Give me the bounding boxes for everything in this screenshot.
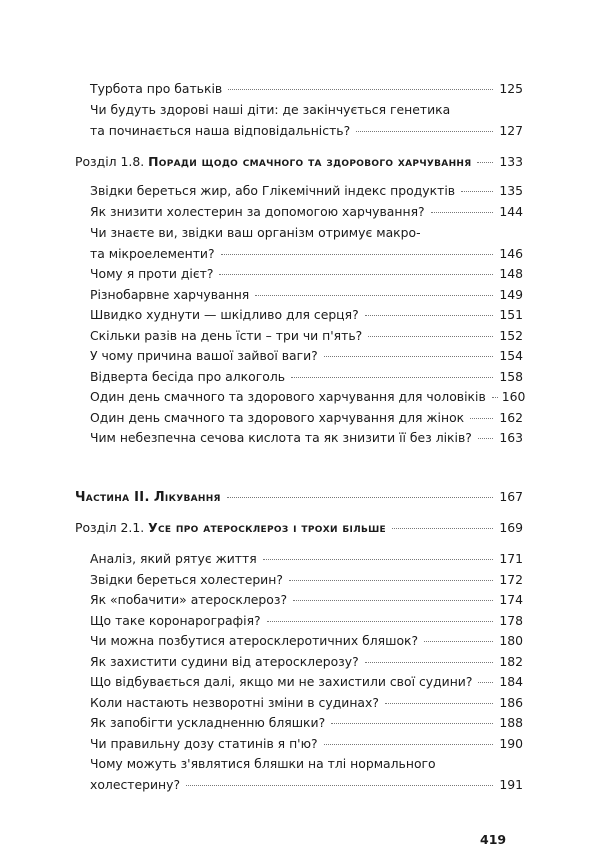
toc-entry [90,713,523,734]
toc-page-number: 178 [499,613,523,628]
toc-entry [90,264,523,285]
dot-leader [267,621,493,622]
toc-entry-title: Як запобігти ускладненню бляшки? [90,715,326,730]
dot-leader [255,295,493,296]
dot-leader [219,274,493,275]
toc-page-number: 163 [499,430,523,445]
dot-leader [324,744,493,745]
dot-leader [478,438,493,439]
page-number: 419 [480,832,507,847]
toc-page-number: 148 [499,266,523,281]
toc-entry-title: Чи будуть здорові наші діти: де закінчується генетика [90,102,451,117]
toc-entry [90,387,526,408]
dot-leader [492,397,498,398]
toc-entry-prefix: Розділ 2.1. [75,520,145,535]
dot-leader [186,785,493,786]
toc-entry [90,693,523,714]
dot-leader [478,682,493,683]
toc-chapter [75,152,523,173]
dot-leader [461,191,493,192]
toc-entry-prefix: Розділ 1.8. [75,154,145,169]
dot-leader [477,162,493,163]
toc-entry-title [75,518,386,539]
toc-entry [90,100,523,141]
toc-entry-title: Коли настають незворотні зміни в судинах? [90,695,379,710]
toc-entry-title: Чим небезпечна сечова кислота та як знизити її без ліків? [90,430,472,445]
toc-entry [90,181,523,202]
toc-entry [90,408,523,429]
toc-page-number: 127 [499,122,523,138]
dot-leader [221,254,493,255]
toc-entry-title: Чому я проти дієт? [90,266,214,281]
toc-page-number: 146 [499,245,523,261]
toc-entry-title: Чи знаєте ви, звідки ваш організм отримує макро- [90,225,421,240]
toc-entry-title: У чому причина вашої зайвої ваги? [90,348,318,363]
dot-leader [331,723,493,724]
toc-entry-title: Чи можна позбутися атеросклеротичних бляшок? [90,633,419,648]
toc-entry [90,326,523,347]
toc-entry [90,346,523,367]
toc-page-number: 191 [499,776,523,792]
toc-page-number: 186 [499,695,523,710]
toc-entry [90,202,523,223]
toc-entry-title: Аналіз, який рятує життя [90,551,257,566]
toc-page-number: 180 [499,633,523,648]
toc-entry [90,570,523,591]
dot-leader [263,559,493,560]
toc-entry-title: Як знизити холестерин за допомогою харчування? [90,204,425,219]
toc-page-number: 151 [499,307,523,322]
dot-leader [293,600,493,601]
dot-leader [324,356,493,357]
toc-entry [90,734,523,755]
dot-leader [470,418,493,419]
dot-leader [228,89,493,90]
toc-entry-title: Турбота про батьків [90,81,223,96]
toc-entry [90,305,523,326]
toc-entry-title: Звідки береться жир, або Глікемічний індекс продуктів [90,183,456,198]
toc-page-number: 182 [499,654,523,669]
toc-entry-title: Швидко худнути — шкідливо для серця? [90,307,359,322]
toc-entry [90,367,523,388]
toc-entry [90,223,523,264]
toc-page-number: 158 [499,369,523,384]
toc-entry-heading: Поради щодо смачного та здорового харчування [148,154,472,169]
toc-page-number: 172 [499,572,523,587]
toc-entry-title: та мікроелементи? [90,245,215,261]
dot-leader [424,641,493,642]
dot-leader [392,528,493,529]
toc-page-number: 160 [501,389,526,404]
toc-entry-title: Що відбувається далі, якщо ми не захистили свої судини? [90,674,473,689]
toc-entry-title: Чому можуть з'являтися бляшки на тлі нормального [90,756,436,771]
toc-entry [90,428,523,449]
toc-page-number: 135 [499,183,523,198]
dot-leader [368,336,493,337]
dot-leader [356,131,493,132]
toc-entry-title: та починається наша відповідальність? [90,122,351,138]
toc-page-number: 169 [499,520,523,535]
toc-page-number: 162 [499,410,523,425]
toc-page-number: 190 [499,736,523,751]
toc-entry [90,611,523,632]
toc-entry [90,652,523,673]
toc-entry-title: Як захистити судини від атеросклерозу? [90,654,359,669]
toc-entry [90,754,523,795]
toc-page-number: 184 [499,674,523,689]
toc-entry-title: Скільки разів на день їсти – три чи п'ять? [90,328,363,343]
toc-page-number: 133 [499,154,523,169]
toc-page-number: 154 [499,348,523,363]
toc-chapter [75,518,523,539]
toc-page-number: 152 [499,328,523,343]
toc-page-number: 167 [499,489,523,504]
toc-entry-title: Що таке коронарографія? [90,613,261,628]
toc-entry-title: Відверта бесіда про алкоголь [90,369,286,384]
toc-entry-title: холестерину? [90,776,181,792]
toc-page-number: 188 [499,715,523,730]
toc-entry-title: Різнобарвне харчування [90,287,250,302]
toc-entry-heading: Усе про атеросклероз і трохи більше [148,520,387,535]
toc-page-number: 125 [499,81,523,96]
toc-entry [90,590,523,611]
toc-page-number: 171 [499,551,523,566]
dot-leader [291,377,493,378]
dot-leader [365,315,493,316]
toc-entry-title [75,488,221,509]
toc-part [75,487,523,509]
toc-entry-prefix: Частина II. [75,490,150,505]
toc-entry-title [75,152,471,173]
toc-entry [90,631,523,652]
toc-entry-title: Чи правильну дозу статинів я п'ю? [90,736,318,751]
toc-page-number: 149 [499,287,523,302]
toc-page-number: 174 [499,592,523,607]
dot-leader [365,662,493,663]
toc-entry-title: Як «побачити» атеросклероз? [90,592,288,607]
dot-leader [385,703,493,704]
toc-entry-title: Звідки береться холестерин? [90,572,283,587]
dot-leader [289,580,493,581]
toc-entry-title: Один день смачного та здорового харчування для жінок [90,410,465,425]
toc-entry [90,549,523,570]
toc-entry [90,79,523,100]
toc-entry [90,672,523,693]
toc-entry-heading: Лікування [153,490,221,505]
toc-page-number: 144 [499,204,523,219]
toc-entry [90,285,523,306]
dot-leader [431,212,493,213]
dot-leader [227,497,493,498]
toc-entry-title: Один день смачного та здорового харчування для чоловіків [90,389,486,404]
